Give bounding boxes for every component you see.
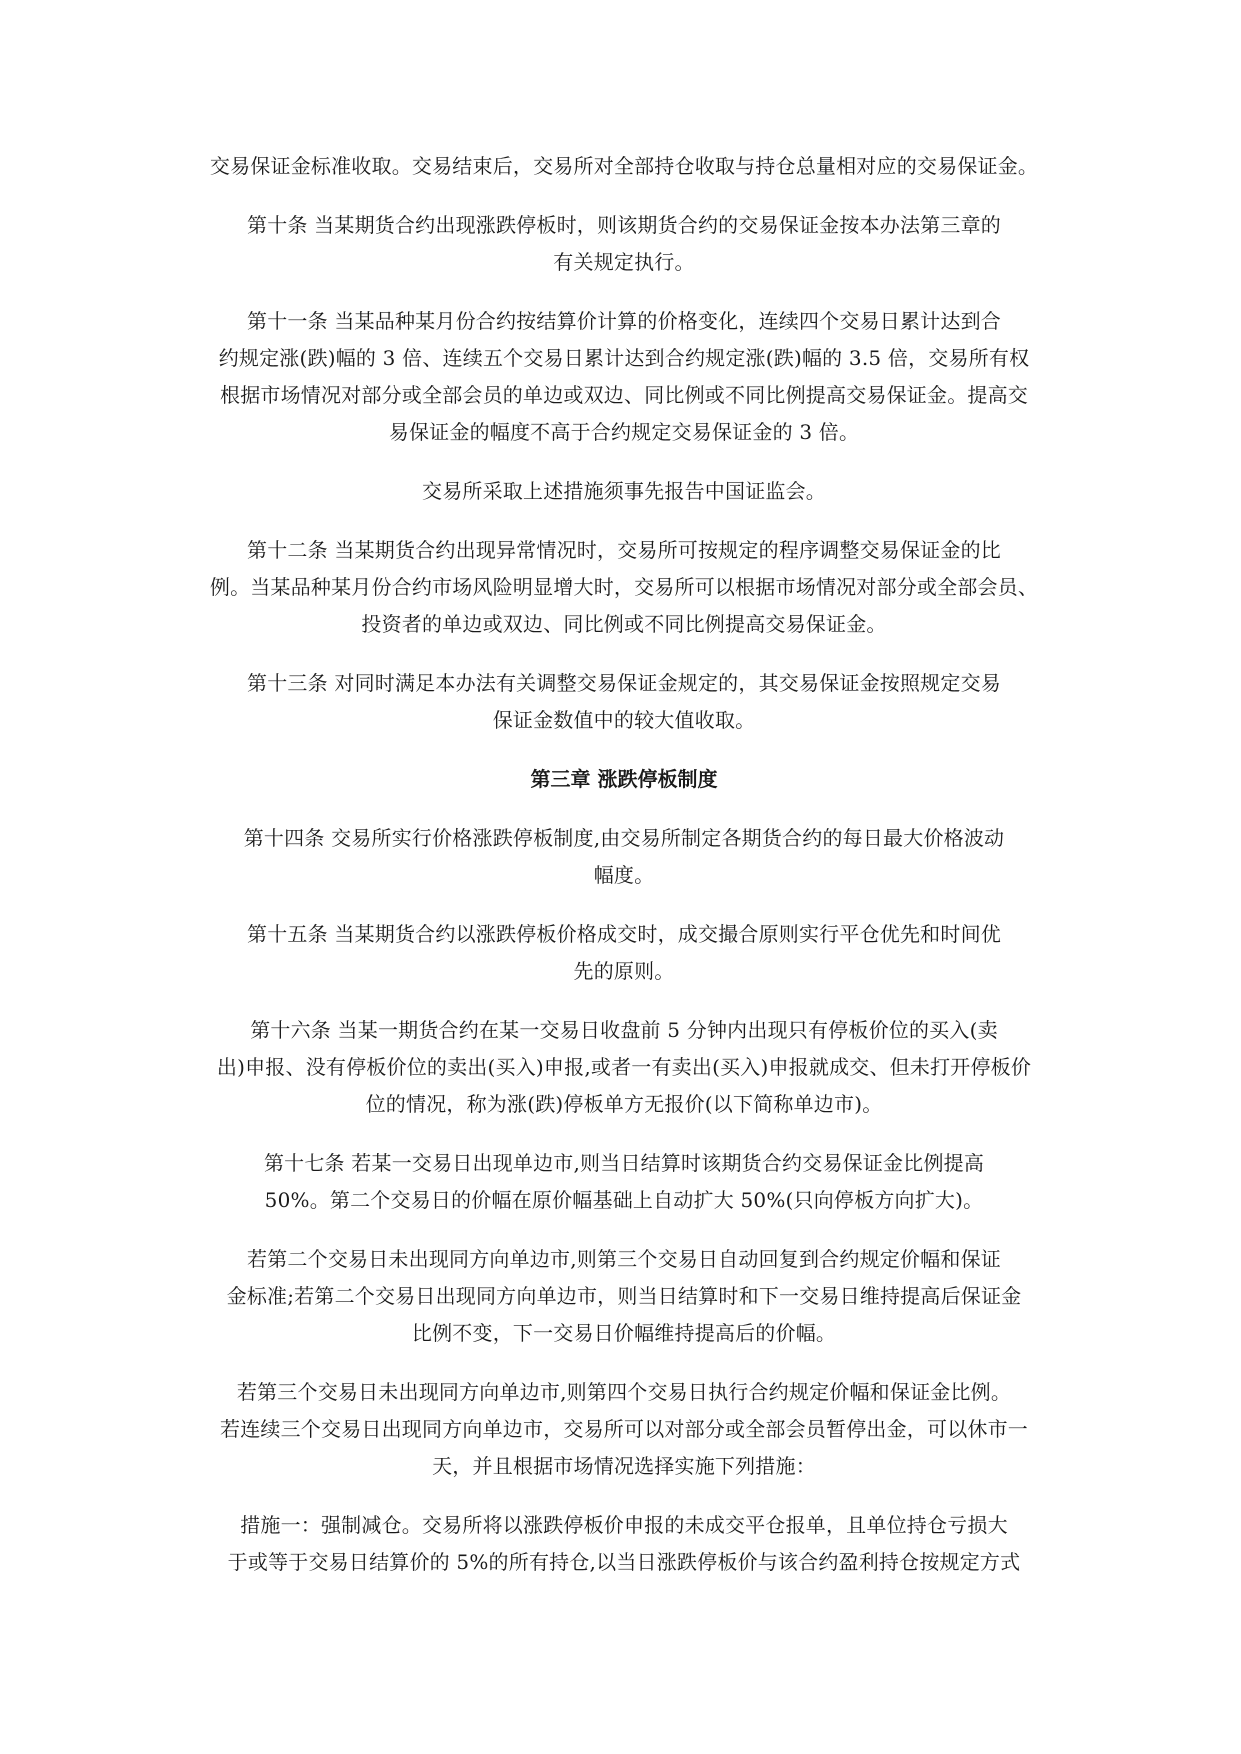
text-line: 若连续三个交易日出现同方向单边市，交易所可以对部分或全部会员暂停出金，可以休市一 [220,1417,1028,1441]
text-line: 比例不变，下一交易日价幅维持提高后的价幅。 [411,1321,837,1345]
article-13 [188,665,1060,739]
text-line: 先的原则。 [573,959,675,983]
measure-one [188,1507,1060,1581]
paragraph-1 [188,148,1060,185]
second-day-rule [188,1241,1060,1352]
text-line: 天，并且根据市场情况选择实施下列措施： [432,1454,816,1478]
text-line: 有关规定执行。 [553,250,695,274]
article-16 [188,1012,1060,1123]
text-line: 例。当某品种某月份合约市场风险明显增大时，交易所可以根据市场情况对部分或全部会员、 [209,575,1039,599]
text-line: 幅度。 [593,863,655,887]
text-line: 若第三个交易日未出现同方向单边市,则第四个交易日执行合约规定价幅和保证金比例。 [236,1380,1012,1404]
article-10 [188,207,1060,281]
text-line: 第十七条 若某一交易日出现单边市,则当日结算时该期货合约交易保证金比例提高 [263,1151,985,1175]
article-14 [188,820,1060,894]
report-note [188,473,1060,510]
text-line: 交易所采取上述措施须事先报告中国证监会。 [422,479,826,503]
text-line: 第十六条 当某一期货合约在某一交易日收盘前 5 分钟内出现只有停板价位的买入(卖 [250,1018,998,1042]
text-line: 50%。第二个交易日的价幅在原价幅基础上自动扩大 50%(只向停板方向扩大)。 [264,1188,984,1212]
text-line: 第十一条 当某品种某月份合约按结算价计算的价格变化，连续四个交易日累计达到合 [247,309,1001,333]
text-line: 出)申报、没有停板价位的卖出(买入)申报,或者一有卖出(买入)申报就成交、但未打开停板价 [216,1055,1032,1079]
article-17 [188,1145,1060,1219]
text-line: 于或等于交易日结算价的 5%的所有持仓,以当日涨跌停板价与该合约盈利持仓按规定方式 [227,1550,1021,1574]
chapter-heading: 第三章 涨跌停板制度 [530,767,718,791]
text-line: 第十二条 当某期货合约出现异常情况时，交易所可按规定的程序调整交易保证金的比 [247,538,1001,562]
third-day-rule [188,1374,1060,1485]
article-12 [188,532,1060,643]
text-line: 易保证金的幅度不高于合约规定交易保证金的 3 倍。 [388,420,860,444]
text-line: 位的情况，称为涨(跌)停板单方无报价(以下简称单边市)。 [365,1092,883,1116]
article-11 [188,303,1060,451]
text-line: 第十三条 对同时满足本办法有关调整交易保证金规定的，其交易保证金按照规定交易 [247,671,1001,695]
text-line: 交易保证金标准收取。交易结束后，交易所对全部持仓收取与持仓总量相对应的交易保证金。 [209,154,1039,178]
text-line: 若第二个交易日未出现同方向单边市,则第三个交易日自动回复到合约规定价幅和保证 [247,1247,1001,1271]
text-line: 第十五条 当某期货合约以涨跌停板价格成交时，成交撮合原则实行平仓优先和时间优 [247,922,1001,946]
document-page [188,148,1060,1603]
text-line: 约规定涨(跌)幅的 3 倍、连续五个交易日累计达到合约规定涨(跌)幅的 3.5 倍，交易所有权 [218,346,1030,370]
text-line: 第十条 当某期货合约出现涨跌停板时，则该期货合约的交易保证金按本办法第三章的 [247,213,1001,237]
text-line: 第十四条 交易所实行价格涨跌停板制度,由交易所制定各期货合约的每日最大价格波动 [243,826,1005,850]
text-line: 金标准;若第二个交易日出现同方向单边市，则当日结算时和下一交易日维持提高后保证金 [226,1284,1022,1308]
text-line: 根据市场情况对部分或全部会员的单边或双边、同比例或不同比例提高交易保证金。提高交 [220,383,1028,407]
text-line: 措施一：强制减仓。交易所将以涨跌停板价申报的未成交平仓报单，且单位持仓亏损大 [240,1513,1008,1537]
text-line: 保证金数值中的较大值收取。 [492,708,756,732]
text-line: 投资者的单边或双边、同比例或不同比例提高交易保证金。 [361,612,887,636]
article-15 [188,916,1060,990]
